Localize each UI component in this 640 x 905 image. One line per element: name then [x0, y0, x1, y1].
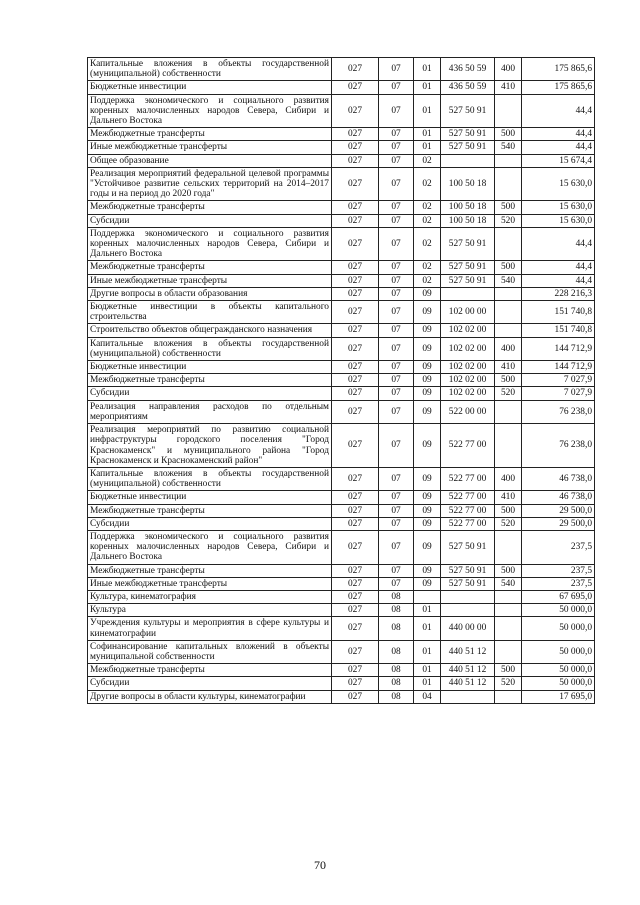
amount-cell: 237,5: [522, 564, 595, 577]
expense-name-cell: Строительство объектов общегражданского назначения: [88, 324, 332, 337]
amount-cell: 29 500,0: [522, 517, 595, 530]
target-article-cell: 440 51 12: [441, 640, 495, 663]
target-article-cell: 527 50 91: [441, 530, 495, 564]
table-row: [88, 337, 595, 360]
amount-cell: 29 500,0: [522, 504, 595, 517]
department-code-cell: 027: [332, 167, 379, 201]
section-code-cell: 07: [379, 81, 414, 94]
expense-name-cell: Поддержка экономического и социального развития коренных малочисленных народов Севера, Сибири и Дальнего Востока: [88, 227, 332, 261]
department-code-cell: 027: [332, 467, 379, 490]
target-article-cell: [441, 590, 495, 603]
expense-type-cell: 410: [495, 361, 522, 374]
department-code-cell: 027: [332, 201, 379, 214]
amount-cell: 44,4: [522, 141, 595, 154]
expense-type-cell: [495, 640, 522, 663]
table-row: [88, 517, 595, 530]
target-article-cell: 527 50 91: [441, 94, 495, 128]
amount-cell: 175 865,6: [522, 81, 595, 94]
table-row: [88, 301, 595, 324]
expense-name-cell: Межбюджетные трансферты: [88, 261, 332, 274]
amount-cell: 50 000,0: [522, 604, 595, 617]
expense-type-cell: [495, 94, 522, 128]
expense-name-cell: Капитальные вложения в объекты государственной (муниципальной) собственности: [88, 58, 332, 81]
expense-name-cell: Межбюджетные трансферты: [88, 504, 332, 517]
expense-name-cell: Субсидии: [88, 677, 332, 690]
expense-name-cell: Поддержка экономического и социального развития коренных малочисленных народов Севера, Сибири и Дальнего Востока: [88, 530, 332, 564]
department-code-cell: 027: [332, 640, 379, 663]
section-code-cell: 07: [379, 504, 414, 517]
expense-type-cell: 500: [495, 201, 522, 214]
amount-cell: 44,4: [522, 274, 595, 287]
section-code-cell: 08: [379, 640, 414, 663]
amount-cell: 15 630,0: [522, 201, 595, 214]
table-row: [88, 227, 595, 261]
subsection-code-cell: 02: [414, 167, 441, 201]
department-code-cell: 027: [332, 324, 379, 337]
subsection-code-cell: 02: [414, 261, 441, 274]
target-article-cell: 527 50 91: [441, 274, 495, 287]
amount-cell: 7 027,9: [522, 387, 595, 400]
subsection-code-cell: 01: [414, 617, 441, 640]
expense-type-cell: [495, 287, 522, 300]
expense-name-cell: Софинансирование капитальных вложений в объекты муниципальной собственности: [88, 640, 332, 663]
section-code-cell: 08: [379, 604, 414, 617]
expense-type-cell: 500: [495, 564, 522, 577]
amount-cell: 144 712,9: [522, 337, 595, 360]
department-code-cell: 027: [332, 400, 379, 423]
subsection-code-cell: 09: [414, 387, 441, 400]
subsection-code-cell: 09: [414, 337, 441, 360]
amount-cell: 7 027,9: [522, 374, 595, 387]
amount-cell: 50 000,0: [522, 664, 595, 677]
department-code-cell: 027: [332, 81, 379, 94]
expense-type-cell: 400: [495, 467, 522, 490]
section-code-cell: 08: [379, 664, 414, 677]
department-code-cell: 027: [332, 617, 379, 640]
department-code-cell: 027: [332, 604, 379, 617]
expense-name-cell: Иные межбюджетные трансферты: [88, 274, 332, 287]
expense-type-cell: 540: [495, 274, 522, 287]
target-article-cell: [441, 154, 495, 167]
amount-cell: 15 630,0: [522, 167, 595, 201]
section-code-cell: 07: [379, 287, 414, 300]
subsection-code-cell: 09: [414, 374, 441, 387]
target-article-cell: 102 00 00: [441, 301, 495, 324]
section-code-cell: 07: [379, 274, 414, 287]
subsection-code-cell: 09: [414, 530, 441, 564]
table-row: [88, 154, 595, 167]
department-code-cell: 027: [332, 361, 379, 374]
department-code-cell: 027: [332, 387, 379, 400]
subsection-code-cell: 01: [414, 94, 441, 128]
target-article-cell: [441, 287, 495, 300]
department-code-cell: 027: [332, 590, 379, 603]
department-code-cell: 027: [332, 287, 379, 300]
expense-name-cell: Бюджетные инвестиции: [88, 361, 332, 374]
section-code-cell: 08: [379, 617, 414, 640]
subsection-code-cell: 01: [414, 58, 441, 81]
amount-cell: 228 216,3: [522, 287, 595, 300]
table-row: [88, 128, 595, 141]
expense-name-cell: Реализация направления расходов по отдельным мероприятиям: [88, 400, 332, 423]
section-code-cell: 07: [379, 374, 414, 387]
table-row: [88, 94, 595, 128]
expense-name-cell: Межбюджетные трансферты: [88, 201, 332, 214]
table-row: [88, 274, 595, 287]
amount-cell: 44,4: [522, 261, 595, 274]
section-code-cell: 07: [379, 141, 414, 154]
subsection-code-cell: 02: [414, 274, 441, 287]
target-article-cell: 527 50 91: [441, 128, 495, 141]
subsection-code-cell: 04: [414, 690, 441, 703]
subsection-code-cell: 09: [414, 424, 441, 468]
subsection-code-cell: 09: [414, 324, 441, 337]
expense-type-cell: [495, 690, 522, 703]
section-code-cell: 08: [379, 590, 414, 603]
section-code-cell: 07: [379, 337, 414, 360]
department-code-cell: 027: [332, 664, 379, 677]
target-article-cell: 522 77 00: [441, 517, 495, 530]
table-row: [88, 141, 595, 154]
expense-type-cell: 410: [495, 491, 522, 504]
table-row: [88, 201, 595, 214]
section-code-cell: 07: [379, 94, 414, 128]
amount-cell: 50 000,0: [522, 677, 595, 690]
department-code-cell: 027: [332, 141, 379, 154]
amount-cell: 15 674,4: [522, 154, 595, 167]
section-code-cell: 08: [379, 677, 414, 690]
expense-type-cell: [495, 590, 522, 603]
amount-cell: 76 238,0: [522, 400, 595, 423]
subsection-code-cell: 09: [414, 517, 441, 530]
subsection-code-cell: 01: [414, 128, 441, 141]
department-code-cell: 027: [332, 94, 379, 128]
expense-name-cell: Межбюджетные трансферты: [88, 664, 332, 677]
target-article-cell: 527 50 91: [441, 577, 495, 590]
amount-cell: 44,4: [522, 128, 595, 141]
expense-type-cell: 410: [495, 81, 522, 94]
subsection-code-cell: [414, 590, 441, 603]
target-article-cell: 522 77 00: [441, 504, 495, 517]
expense-name-cell: Культура: [88, 604, 332, 617]
expense-type-cell: 540: [495, 577, 522, 590]
table-row: [88, 504, 595, 517]
expense-name-cell: Межбюджетные трансферты: [88, 128, 332, 141]
expense-name-cell: Межбюджетные трансферты: [88, 564, 332, 577]
section-code-cell: 07: [379, 167, 414, 201]
expense-type-cell: 400: [495, 337, 522, 360]
amount-cell: 175 865,6: [522, 58, 595, 81]
target-article-cell: 527 50 91: [441, 227, 495, 261]
amount-cell: 17 695,0: [522, 690, 595, 703]
department-code-cell: 027: [332, 128, 379, 141]
table-row: [88, 361, 595, 374]
section-code-cell: 07: [379, 517, 414, 530]
expense-name-cell: Поддержка экономического и социального развития коренных малочисленных народов Севера, Сибири и Дальнего Востока: [88, 94, 332, 128]
department-code-cell: 027: [332, 677, 379, 690]
expense-name-cell: Бюджетные инвестиции в объекты капитального строительства: [88, 301, 332, 324]
section-code-cell: 07: [379, 564, 414, 577]
department-code-cell: 027: [332, 214, 379, 227]
amount-cell: 44,4: [522, 227, 595, 261]
target-article-cell: 100 50 18: [441, 214, 495, 227]
target-article-cell: 527 50 91: [441, 564, 495, 577]
section-code-cell: 07: [379, 201, 414, 214]
subsection-code-cell: 02: [414, 201, 441, 214]
target-article-cell: 102 02 00: [441, 387, 495, 400]
expense-name-cell: Бюджетные инвестиции: [88, 81, 332, 94]
target-article-cell: 440 00 00: [441, 617, 495, 640]
expense-type-cell: [495, 227, 522, 261]
department-code-cell: 027: [332, 261, 379, 274]
expense-type-cell: [495, 167, 522, 201]
department-code-cell: 027: [332, 374, 379, 387]
expense-type-cell: 520: [495, 214, 522, 227]
department-code-cell: 027: [332, 491, 379, 504]
section-code-cell: 07: [379, 58, 414, 81]
expense-type-cell: 400: [495, 58, 522, 81]
table-row: [88, 81, 595, 94]
subsection-code-cell: 09: [414, 504, 441, 517]
expense-name-cell: Иные межбюджетные трансферты: [88, 141, 332, 154]
expense-name-cell: Субсидии: [88, 517, 332, 530]
table-row: [88, 400, 595, 423]
subsection-code-cell: 09: [414, 287, 441, 300]
target-article-cell: 436 50 59: [441, 58, 495, 81]
amount-cell: 151 740,8: [522, 324, 595, 337]
amount-cell: 67 695,0: [522, 590, 595, 603]
section-code-cell: 07: [379, 227, 414, 261]
target-article-cell: 522 77 00: [441, 491, 495, 504]
expense-name-cell: Капитальные вложения в объекты государственной (муниципальной) собственности: [88, 467, 332, 490]
department-code-cell: 027: [332, 577, 379, 590]
amount-cell: 46 738,0: [522, 467, 595, 490]
expense-name-cell: Другие вопросы в области культуры, кинематографии: [88, 690, 332, 703]
subsection-code-cell: 01: [414, 81, 441, 94]
expense-name-cell: Реализация мероприятий по развитию социальной инфраструктуры городского поселения "Город Краснокаменск" и муниципального района "Город Краснокаменск и Краснокаменский район": [88, 424, 332, 468]
target-article-cell: 440 51 12: [441, 677, 495, 690]
section-code-cell: 07: [379, 530, 414, 564]
section-code-cell: 07: [379, 301, 414, 324]
table-row: [88, 424, 595, 468]
table-row: [88, 604, 595, 617]
amount-cell: 237,5: [522, 530, 595, 564]
target-article-cell: 436 50 59: [441, 81, 495, 94]
target-article-cell: 102 02 00: [441, 361, 495, 374]
department-code-cell: 027: [332, 337, 379, 360]
expense-type-cell: 500: [495, 374, 522, 387]
subsection-code-cell: 01: [414, 664, 441, 677]
section-code-cell: 07: [379, 491, 414, 504]
department-code-cell: 027: [332, 564, 379, 577]
target-article-cell: 100 50 18: [441, 167, 495, 201]
amount-cell: 237,5: [522, 577, 595, 590]
target-article-cell: 100 50 18: [441, 201, 495, 214]
amount-cell: 151 740,8: [522, 301, 595, 324]
expense-type-cell: [495, 324, 522, 337]
table-row: [88, 690, 595, 703]
table-row: [88, 590, 595, 603]
subsection-code-cell: 09: [414, 577, 441, 590]
expense-name-cell: Субсидии: [88, 214, 332, 227]
target-article-cell: 102 02 00: [441, 337, 495, 360]
expense-type-cell: 520: [495, 677, 522, 690]
target-article-cell: [441, 690, 495, 703]
amount-cell: 50 000,0: [522, 640, 595, 663]
expense-name-cell: Учреждения культуры и мероприятия в сфере культуры и кинематографии: [88, 617, 332, 640]
table-row: [88, 374, 595, 387]
department-code-cell: 027: [332, 517, 379, 530]
department-code-cell: 027: [332, 58, 379, 81]
department-code-cell: 027: [332, 530, 379, 564]
target-article-cell: 440 51 12: [441, 664, 495, 677]
expense-type-cell: [495, 617, 522, 640]
section-code-cell: 07: [379, 324, 414, 337]
budget-table: [87, 57, 595, 704]
target-article-cell: 102 02 00: [441, 324, 495, 337]
subsection-code-cell: 02: [414, 154, 441, 167]
subsection-code-cell: 09: [414, 400, 441, 423]
section-code-cell: 07: [379, 214, 414, 227]
amount-cell: 50 000,0: [522, 617, 595, 640]
expense-name-cell: Культура, кинематография: [88, 590, 332, 603]
section-code-cell: 07: [379, 387, 414, 400]
subsection-code-cell: 09: [414, 301, 441, 324]
expense-type-cell: [495, 604, 522, 617]
expense-type-cell: 500: [495, 128, 522, 141]
department-code-cell: 027: [332, 154, 379, 167]
subsection-code-cell: 01: [414, 604, 441, 617]
expense-name-cell: Бюджетные инвестиции: [88, 491, 332, 504]
target-article-cell: 527 50 91: [441, 141, 495, 154]
amount-cell: 46 738,0: [522, 491, 595, 504]
table-row: [88, 617, 595, 640]
subsection-code-cell: 01: [414, 640, 441, 663]
table-row: [88, 58, 595, 81]
department-code-cell: 027: [332, 274, 379, 287]
target-article-cell: 522 77 00: [441, 467, 495, 490]
target-article-cell: 102 02 00: [441, 374, 495, 387]
table-row: [88, 564, 595, 577]
table-row: [88, 214, 595, 227]
amount-cell: 15 630,0: [522, 214, 595, 227]
subsection-code-cell: 09: [414, 361, 441, 374]
target-article-cell: [441, 604, 495, 617]
department-code-cell: 027: [332, 424, 379, 468]
target-article-cell: 527 50 91: [441, 261, 495, 274]
expense-type-cell: [495, 530, 522, 564]
page-number: 70: [314, 858, 326, 872]
section-code-cell: 07: [379, 467, 414, 490]
expense-type-cell: 500: [495, 504, 522, 517]
expense-name-cell: Другие вопросы в области образования: [88, 287, 332, 300]
table-row: [88, 677, 595, 690]
table-row: [88, 287, 595, 300]
expense-type-cell: 500: [495, 261, 522, 274]
section-code-cell: 07: [379, 424, 414, 468]
expense-type-cell: 520: [495, 517, 522, 530]
table-row: [88, 167, 595, 201]
subsection-code-cell: 01: [414, 677, 441, 690]
section-code-cell: 07: [379, 361, 414, 374]
target-article-cell: 522 77 00: [441, 424, 495, 468]
expense-name-cell: Иные межбюджетные трансферты: [88, 577, 332, 590]
department-code-cell: 027: [332, 227, 379, 261]
table-row: [88, 530, 595, 564]
subsection-code-cell: 02: [414, 227, 441, 261]
expense-type-cell: [495, 400, 522, 423]
expense-name-cell: Капитальные вложения в объекты государственной (муниципальной) собственности: [88, 337, 332, 360]
expense-type-cell: 500: [495, 664, 522, 677]
subsection-code-cell: 01: [414, 141, 441, 154]
expense-type-cell: 520: [495, 387, 522, 400]
table-row: [88, 467, 595, 490]
section-code-cell: 07: [379, 154, 414, 167]
expense-name-cell: Субсидии: [88, 387, 332, 400]
amount-cell: 44,4: [522, 94, 595, 128]
table-row: [88, 324, 595, 337]
expense-name-cell: Реализация мероприятий федеральной целевой программы "Устойчивое развитие сельских территорий на 2014–2017 годы и на период до 2020 года": [88, 167, 332, 201]
expense-type-cell: [495, 301, 522, 324]
department-code-cell: 027: [332, 504, 379, 517]
table-row: [88, 491, 595, 504]
subsection-code-cell: 09: [414, 467, 441, 490]
department-code-cell: 027: [332, 690, 379, 703]
subsection-code-cell: 09: [414, 564, 441, 577]
table-body: [88, 58, 595, 704]
table-row: [88, 261, 595, 274]
section-code-cell: 07: [379, 128, 414, 141]
expense-type-cell: [495, 424, 522, 468]
table-row: [88, 664, 595, 677]
section-code-cell: 07: [379, 400, 414, 423]
department-code-cell: 027: [332, 301, 379, 324]
subsection-code-cell: 09: [414, 491, 441, 504]
expense-name-cell: Общее образование: [88, 154, 332, 167]
expense-type-cell: 540: [495, 141, 522, 154]
section-code-cell: 08: [379, 690, 414, 703]
amount-cell: 76 238,0: [522, 424, 595, 468]
table-row: [88, 640, 595, 663]
expense-name-cell: Межбюджетные трансферты: [88, 374, 332, 387]
table-row: [88, 387, 595, 400]
section-code-cell: 07: [379, 261, 414, 274]
section-code-cell: 07: [379, 577, 414, 590]
expense-type-cell: [495, 154, 522, 167]
subsection-code-cell: 02: [414, 214, 441, 227]
amount-cell: 144 712,9: [522, 361, 595, 374]
table-row: [88, 577, 595, 590]
target-article-cell: 522 00 00: [441, 400, 495, 423]
